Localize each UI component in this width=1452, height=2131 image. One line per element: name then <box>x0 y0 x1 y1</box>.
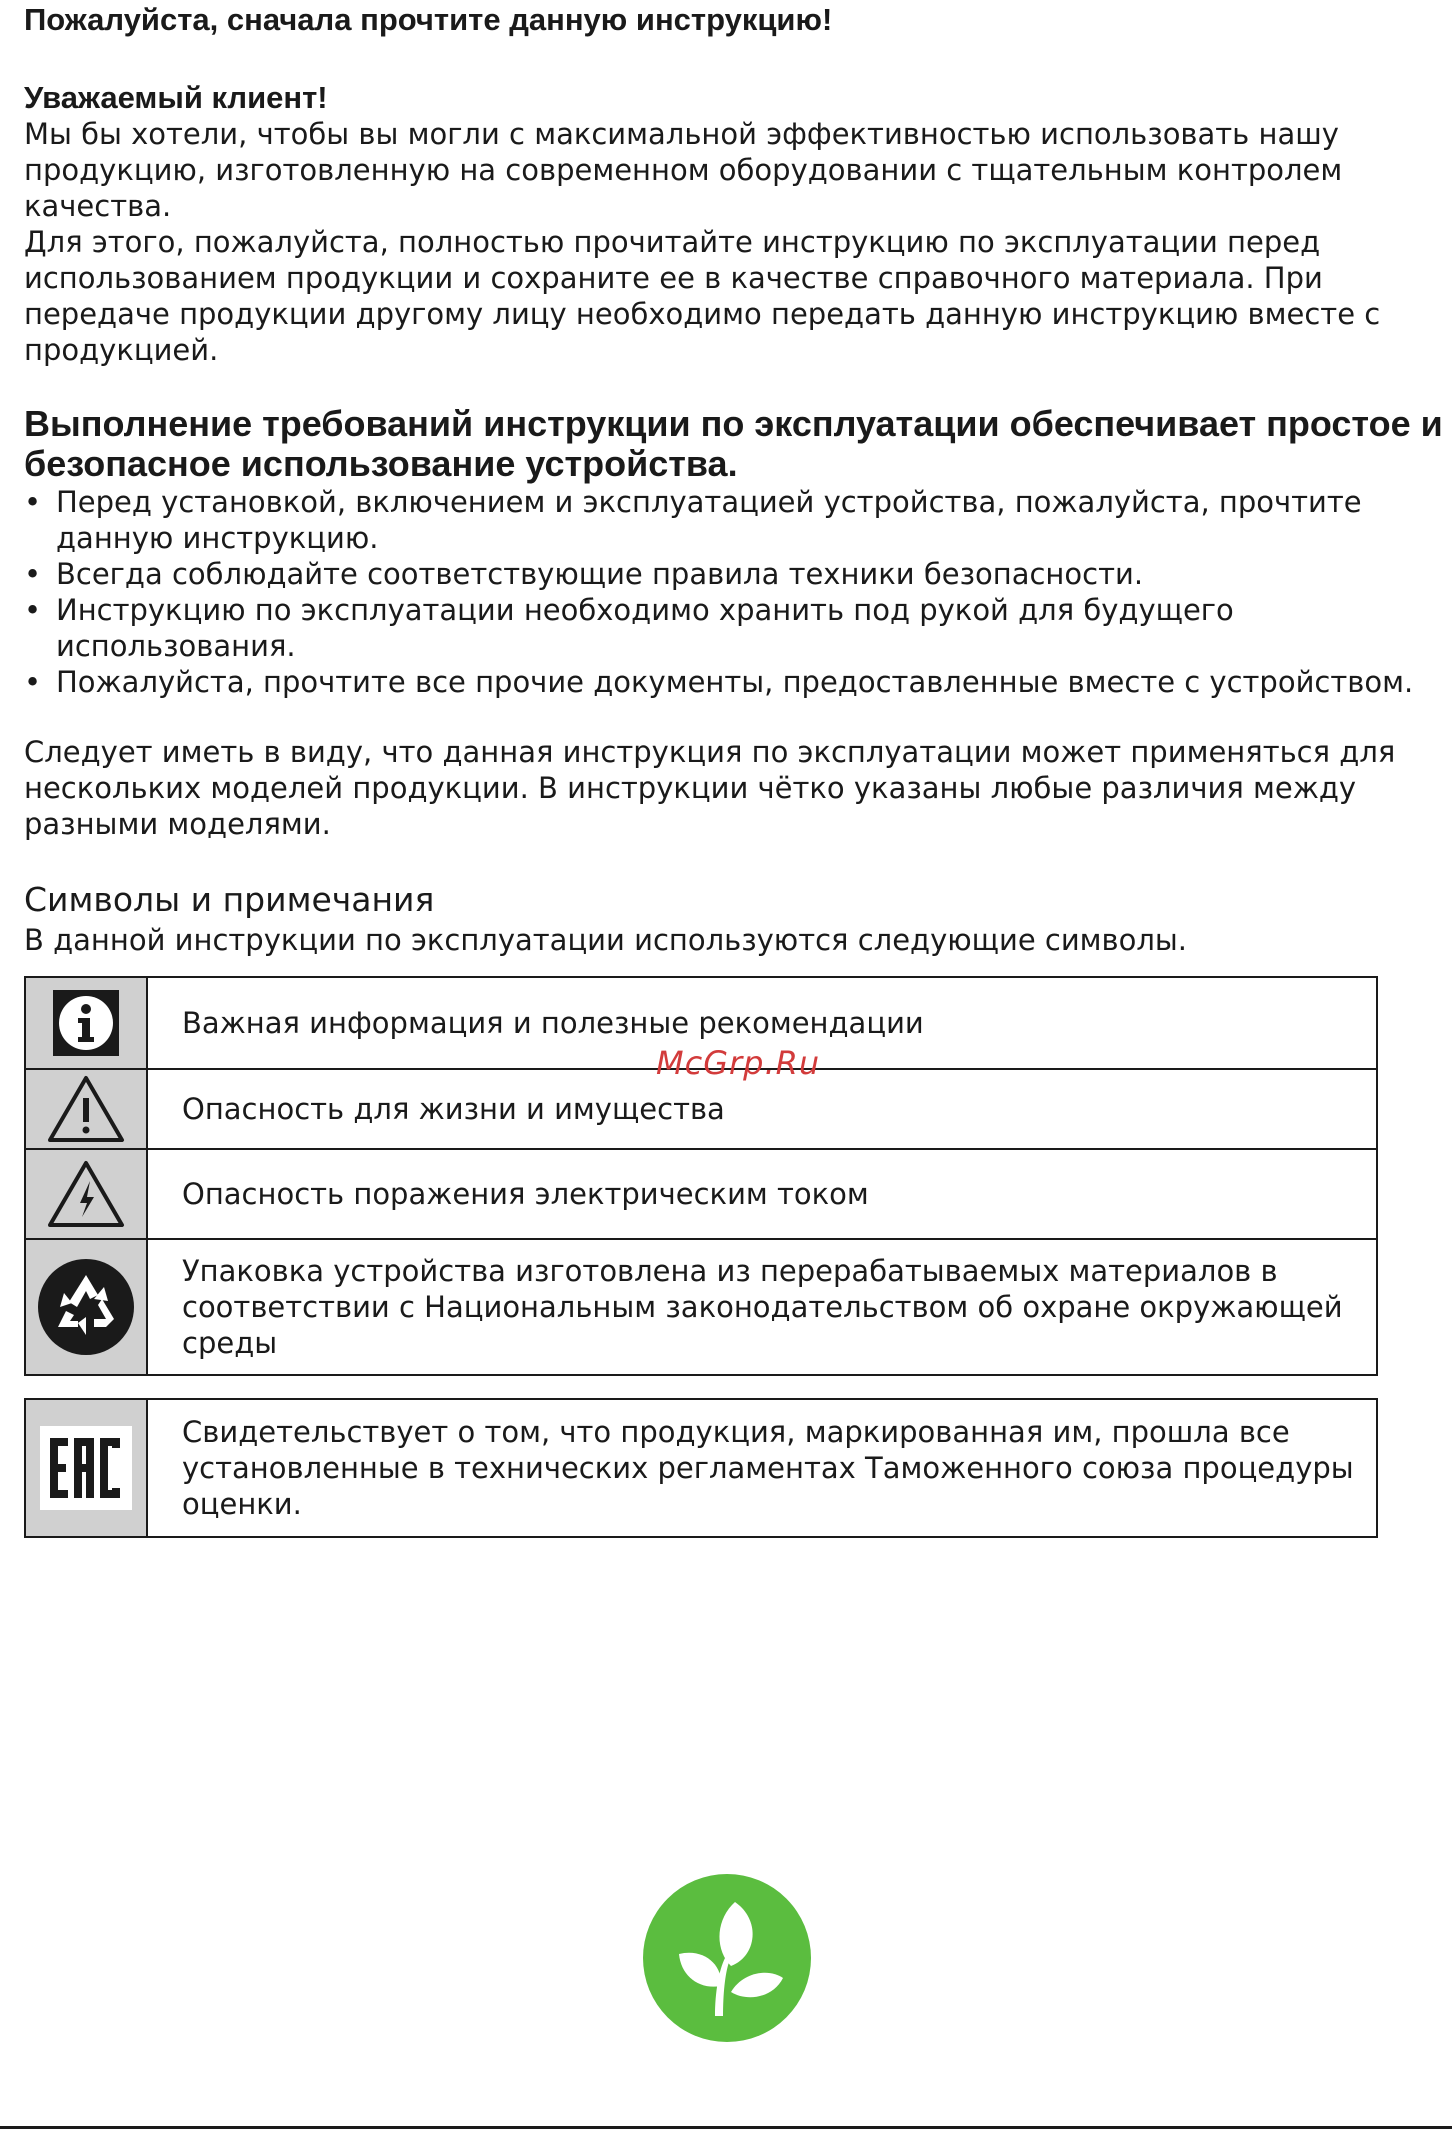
intro-paragraph-2: Для этого, пожалуйста, полностью прочитайте инструкцию по эксплуатации перед использованием продукции и сохраните ее в качестве справочного материала. При передаче продукции другому лицу необходимо передать данную инструкцию вместе с продукцией. <box>24 225 1381 367</box>
bullet-marker: • <box>24 557 42 591</box>
intro-paragraph-1: Мы бы хотели, чтобы вы могли с максимальной эффективностью использовать нашу продукцию, изготовленную на современном оборудовании с тщательным контролем качества. <box>24 117 1343 223</box>
watermark: McGrp.Ru <box>656 1044 821 1082</box>
table-row <box>26 1400 1376 1536</box>
symbols-intro: В данной инструкции по эксплуатации используются следующие символы. <box>24 923 1188 957</box>
list-item <box>24 592 1424 664</box>
icon-cell <box>26 1150 148 1238</box>
table-row <box>26 1238 1376 1374</box>
icon-cell <box>26 1400 148 1536</box>
list-item-text: Инструкцию по эксплуатации необходимо хранить под рукой для будущего использования. <box>56 593 1234 663</box>
symbols-table <box>24 976 1378 1376</box>
list-item-text: Перед установкой, включением и эксплуатацией устройства, пожалуйста, прочтите данную инструкцию. <box>56 485 1362 555</box>
compliance-list <box>24 484 1424 700</box>
eac-table <box>24 1398 1378 1538</box>
list-item-text: Всегда соблюдайте соответствующие правила техники безопасности. <box>56 557 1144 591</box>
symbols-heading: Символы и примечания <box>24 880 435 919</box>
eac-description: Свидетельствует о том, что продукция, маркированная им, прошла все установленные в технических регламентах Таможенного союза процедуры оценки. <box>182 1415 1354 1521</box>
leaf-eco-logo-icon <box>643 1874 811 2042</box>
electric-shock-icon <box>46 1159 126 1229</box>
warning-icon <box>46 1074 126 1144</box>
symbol-description: Опасность для жизни и имущества <box>182 1092 725 1126</box>
bottom-divider <box>0 2126 1452 2129</box>
list-item <box>24 664 1424 700</box>
greeting-heading: Уважаемый клиент! <box>24 80 328 115</box>
list-item <box>24 484 1424 556</box>
page-title: Пожалуйста, сначала прочтите данную инструкцию! <box>24 2 833 37</box>
compliance-heading: Выполнение требований инструкции по эксплуатации обеспечивает простое и безопасное использование устройства. <box>24 403 1443 484</box>
symbol-description: Упаковка устройства изготовлена из перерабатываемых материалов в соответствии с Национальным законодательством об охране окружающей среды <box>182 1254 1343 1360</box>
icon-cell <box>26 1070 148 1148</box>
table-row <box>26 1148 1376 1238</box>
bullet-marker: • <box>24 485 42 519</box>
list-item-text: Пожалуйста, прочтите все прочие документы, предоставленные вместе с устройством. <box>56 665 1414 699</box>
eac-mark-icon <box>40 1426 132 1510</box>
info-icon <box>53 990 119 1056</box>
symbol-description: Важная информация и полезные рекомендации <box>182 1006 924 1040</box>
icon-cell <box>26 978 148 1068</box>
bullet-marker: • <box>24 593 42 627</box>
list-item <box>24 556 1424 592</box>
bullet-marker: • <box>24 665 42 699</box>
models-note: Следует иметь в виду, что данная инструкция по эксплуатации может применяться для нескольких моделей продукции. В инструкции чётко указаны любые различия между разными моделями. <box>24 735 1396 841</box>
recycle-icon <box>36 1257 136 1357</box>
icon-cell <box>26 1240 148 1374</box>
symbol-description: Опасность поражения электрическим током <box>182 1177 869 1211</box>
